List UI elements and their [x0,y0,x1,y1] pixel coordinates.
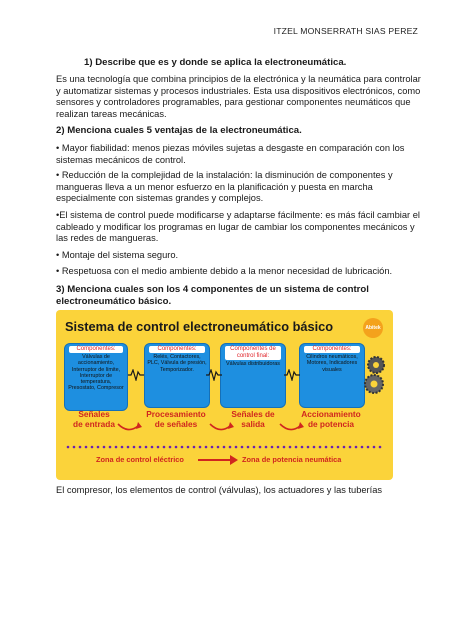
box-content: Válvulas distribuidoras [226,361,280,367]
diagram-title: Sistema de control electroneumático básico [65,319,334,334]
component-box-processing [144,343,210,408]
bullet: • [56,250,62,260]
stage-label-processing [140,410,212,430]
question-1-title: 1) Describe que es y donde se aplica la electroneumática. [84,57,347,68]
advantage-text: Montaje del sistema seguro. [61,250,179,260]
signal-connector-icon [128,369,144,381]
zone-label-electric: Zona de control eléctrico [96,455,184,464]
label-line: Señales de [231,409,275,419]
advantage-item-1 [56,143,422,166]
box-caption: Componentes: [149,346,205,353]
signal-connector-icon [206,369,222,381]
author-header: ITZEL MONSERRATH SIAS PEREZ [273,26,418,36]
signal-connector-icon [284,369,300,381]
advantage-item-4 [56,250,422,262]
brand-logo: Abitek [363,318,383,338]
box-content: Válvulas de accionamiento, Interruptor de límite, Interruptor de temperatura, Presostato, Compresor [68,354,124,392]
question-2-title: 2) Menciona cuales 5 ventajas de la electroneumática. [56,125,302,136]
flow-arrow-icon [116,420,144,434]
question-1-answer [56,74,422,120]
box-content: Cilindros neumáticos, Motores, Indicadores visuales [306,354,358,373]
advantage-text: El sistema de control puede modificarse y adaptarse fácilmente: es más fácil cambiar el cableado y modificar los programas en lugar de cambiar los componentes mecánicos y las redes de mangueras. [56,210,420,244]
component-box-inputs [64,343,128,411]
component-box-power [299,343,365,408]
question-3-title: 3) Menciona cuales son los 4 componentes de un sistema de control electroneumático básico. [56,284,369,307]
advantage-item-2 [56,170,422,205]
label-line: de señales [154,418,198,429]
bullet: • [56,170,62,180]
advantage-item-5 [56,266,422,278]
label-line: Señales [78,409,110,419]
label-line: de potencia [307,418,355,429]
zone-divider [66,445,383,449]
advantage-text: Mayor fiabilidad: menos piezas móviles sujetas a desgaste en comparación con los sistemas mecánicos de control. [56,143,405,165]
flow-arrow-icon [278,420,306,434]
control-system-diagram [56,310,393,480]
box-caption: Componentes de control final: [225,346,281,360]
component-box-outputs [220,343,286,408]
label-line: de entrada [73,418,115,429]
advantage-text: Respetuosa con el medio ambiente debido a la menor necesidad de lubricación. [61,266,393,276]
zone-arrow-icon [196,453,240,467]
label-line: Procesamiento [146,409,206,419]
label-line: salida [241,418,265,429]
label-line: Accionamiento [301,409,361,419]
question-3-answer: El compresor, los elementos de control (válvulas), los actuadores y las tuberías [56,485,383,495]
zone-label-pneumatic: Zona de potencia neumática [242,455,342,464]
flow-arrow-icon [208,420,236,434]
advantage-item-3 [56,210,422,245]
answer-paragraph: Es una tecnología que combina principios de la electrónica y la neumática para controlar y automatizar sistemas y procesos industriales. Esta usa dispositivos electrónicos, como sensores y controladores programables, para gestionar componentes neumáticos que realizan tareas mecánicas. [56,74,421,119]
box-caption: Componentes: [69,346,124,353]
bullet: • [56,143,62,153]
bullet: • [56,210,60,220]
gears-icon [363,354,389,396]
bullet: • [56,266,62,276]
box-content: Relés, Contactores, PLC, Válvula de presión, Temporizador. [147,354,207,373]
advantage-text: Reducción de la complejidad de la instalación: la disminución de componentes y mangueras lleva a un menor esfuerzo en la planificación y puesta en marcha especialmente con sistemas grandes y complejos. [56,170,393,204]
box-caption: Componentes: [304,346,360,353]
